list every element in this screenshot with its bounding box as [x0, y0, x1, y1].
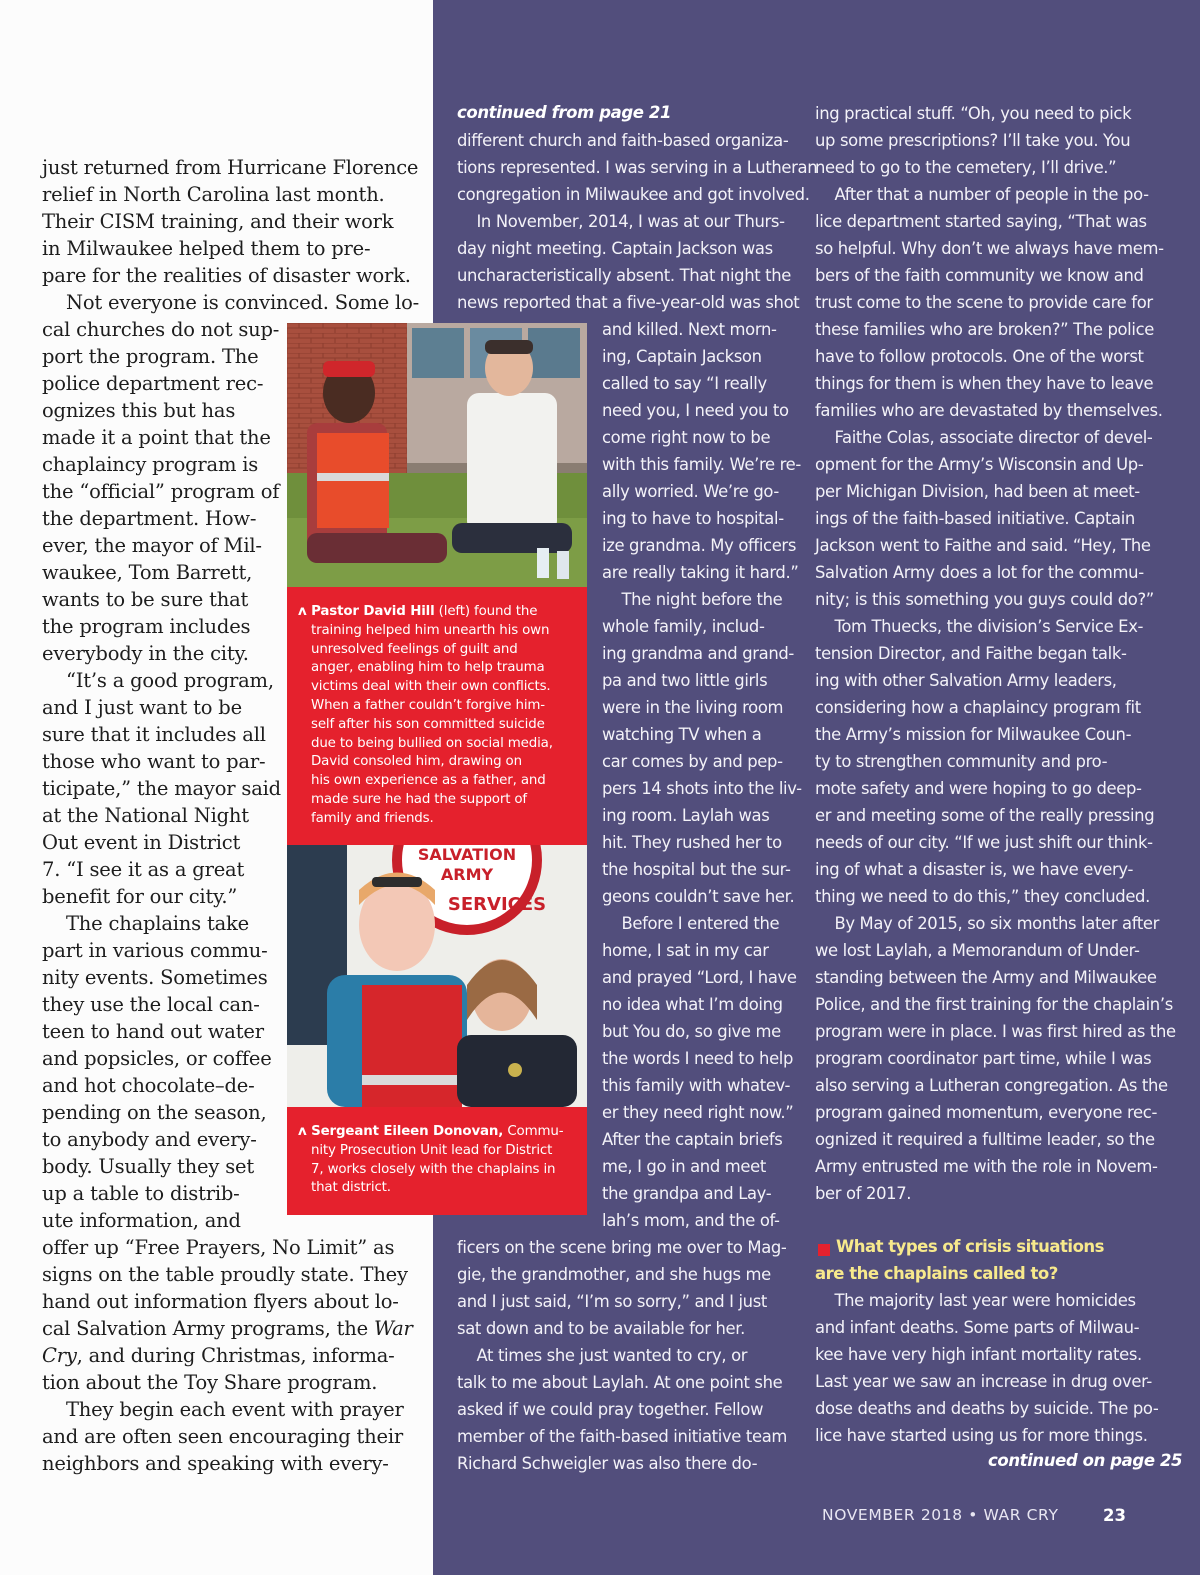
left-column-line: signs on the table proudly state. They: [42, 1263, 408, 1286]
middle-column-line: In November, 2014, I was at our Thurs-: [457, 212, 785, 231]
middle-column-line: whole family, includ-: [602, 617, 765, 636]
left-column-line: tion about the Toy Share program.: [42, 1371, 378, 1394]
left-column-line: 7. “I see it as a great: [42, 858, 245, 881]
right-column-line: By May of 2015, so six months later after: [815, 914, 1160, 933]
middle-column-line: watching TV when a: [602, 725, 762, 744]
middle-column-line: home, I sat in my car: [602, 941, 769, 960]
caption-line-text: Commu-: [503, 1124, 564, 1139]
answer-line: lice have started using us for more things.: [815, 1426, 1148, 1445]
right-column-line: tension Director, and Faithe began talk-: [815, 644, 1127, 663]
right-column-line: also serving a Lutheran congregation. As the: [815, 1076, 1168, 1095]
right-column-line: ognized it required a fulltime leader, so the: [815, 1130, 1155, 1149]
left-column-line: “It’s a good program,: [42, 669, 274, 692]
middle-column-line: The night before the: [602, 590, 783, 609]
caret-up-icon: ʌ: [298, 604, 312, 619]
left-column-line: pending on the season,: [42, 1101, 267, 1124]
left-column-line: those who want to par-: [42, 750, 266, 773]
right-column-line: program were in place. I was first hired as the: [815, 1022, 1176, 1041]
answer-line: The majority last year were homicides: [815, 1291, 1136, 1310]
middle-column-line: At times she just wanted to cry, or: [457, 1346, 748, 1365]
middle-column-line: talk to me about Laylah. At one point she: [457, 1373, 783, 1392]
footer-issue-label: NOVEMBER 2018 • WAR CRY: [822, 1506, 1059, 1524]
middle-column-line: hit. They rushed her to: [602, 833, 782, 852]
middle-column-line: but You do, so give me: [602, 1022, 781, 1041]
middle-column-line: the hospital but the sur-: [602, 860, 791, 879]
middle-column-line: and killed. Next morn-: [602, 320, 777, 339]
left-column-line: they use the local can-: [42, 993, 260, 1016]
right-column-line: Salvation Army does a lot for the commu-: [815, 563, 1144, 582]
middle-column-line: Before I entered the: [602, 914, 780, 933]
middle-column-line: ing room. Laylah was: [602, 806, 770, 825]
left-column-line: hand out information flyers about lo-: [42, 1290, 399, 1313]
middle-column-line: with this family. We’re re-: [602, 455, 801, 474]
left-column-line: ever, the mayor of Mil-: [42, 534, 262, 557]
middle-column-line: car comes by and pep-: [602, 752, 783, 771]
left-column-line: everybody in the city.: [42, 642, 249, 665]
sign-text-services: SERVICES: [447, 894, 547, 915]
question-heading-line2: are the chaplains called to?: [815, 1264, 1058, 1283]
middle-column-line: lah’s mom, and the of-: [602, 1211, 780, 1230]
right-column-line: program coordinator part time, while I was: [815, 1049, 1152, 1068]
left-column-line: the department. How-: [42, 507, 257, 530]
photo-pastor-david-hill: [287, 323, 587, 587]
left-column-line: and I just want to be: [42, 696, 242, 719]
caption-line: training helped him unearth his own: [311, 622, 550, 638]
left-column-line: teen to hand out water: [42, 1020, 264, 1043]
right-column-line: things for them is when they have to leave: [815, 374, 1154, 393]
caption-line: 7, works closely with the chaplains in: [311, 1161, 556, 1177]
right-column-line: Jackson went to Faithe and said. “Hey, The: [815, 536, 1151, 555]
caption-line: [298, 1123, 563, 1142]
caption-line: unresolved feelings of guilt and: [311, 641, 518, 657]
left-column-line: in Milwaukee helped them to pre-: [42, 237, 371, 260]
caption-line: made sure he had the support of: [311, 792, 528, 807]
left-column-line: at the National Night: [42, 804, 249, 827]
left-column-line: neighbors and speaking with every-: [42, 1452, 389, 1475]
left-column-line: and are often seen encouraging their: [42, 1425, 404, 1448]
right-column-line: so helpful. Why don’t we always have mem-: [815, 239, 1164, 258]
left-column-line: cal churches do not sup-: [42, 318, 280, 341]
right-column-line: opment for the Army’s Wisconsin and Up-: [815, 455, 1144, 474]
caption-box-1: [287, 587, 587, 845]
sign-text-army: ARMY: [440, 865, 494, 884]
middle-column-line: and I just said, “I’m so sorry,” and I just: [457, 1292, 767, 1311]
middle-column-line: congregation in Milwaukee and got involved.: [457, 185, 810, 204]
left-column-line: just returned from Hurricane Florence: [42, 156, 419, 179]
right-column-line: have to follow protocols. One of the worst: [815, 347, 1144, 366]
left-column-line: the program includes: [42, 615, 251, 638]
right-column-line: we lost Laylah, a Memorandum of Under-: [815, 941, 1140, 960]
middle-column-line: ing, Captain Jackson: [602, 347, 762, 366]
left-column-line: to anybody and every-: [42, 1128, 257, 1151]
right-column-line: program gained momentum, everyone rec-: [815, 1103, 1158, 1122]
sign-text-salvation: SALVATION: [417, 845, 517, 864]
caption-line: due to being bullied on social media,: [311, 735, 553, 751]
right-column-line: considering how a chaplaincy program fit: [815, 698, 1141, 717]
caption-line: family and friends.: [311, 810, 434, 826]
answer-line: dose deaths and deaths by suicide. The po-: [815, 1399, 1159, 1418]
caption-line: David consoled him, drawing on: [311, 754, 522, 770]
middle-column-line: tions represented. I was serving in a Lutheran: [457, 158, 818, 177]
middle-column-line: uncharacteristically absent. That night the: [457, 266, 792, 285]
right-column-line: ings of the faith-based initiative. Captain: [815, 509, 1135, 528]
photo-sergeant-eileen-donovan: [287, 845, 587, 1107]
caption-line-text: (left) found the: [434, 604, 538, 619]
right-column-line: ty to strengthen community and pro-: [815, 752, 1108, 771]
right-column-line: ing of what a disaster is, we have every-: [815, 860, 1134, 879]
answer-line: Last year we saw an increase in drug over-: [815, 1372, 1152, 1391]
left-column-line: police department rec-: [42, 372, 264, 395]
left-column-line: up a table to distrib-: [42, 1182, 240, 1205]
left-column-line: port the program. The: [42, 345, 259, 368]
right-column-line: needs of our city. “If we just shift our think-: [815, 833, 1153, 852]
middle-column-line: ize grandma. My officers: [602, 536, 797, 555]
left-column-line: cal Salvation Army programs, the War: [42, 1317, 413, 1340]
middle-column-line: news reported that a five-year-old was shot: [457, 293, 800, 312]
left-column-line: part in various commu-: [42, 939, 268, 962]
middle-column-line: ficers on the scene bring me over to Mag-: [457, 1238, 787, 1257]
caption-name: Pastor David Hill: [311, 604, 435, 619]
middle-column-line: need you, I need you to: [602, 401, 789, 420]
left-column-line: pare for the realities of disaster work.: [42, 264, 411, 287]
right-column-line: per Michigan Division, had been at meet-: [815, 482, 1140, 501]
middle-column-line: and prayed “Lord, I have: [602, 968, 797, 987]
right-column-line: bers of the faith community we know and: [815, 266, 1144, 285]
left-column-line: The chaplains take: [42, 912, 249, 935]
continued-on-label: continued on page 25: [988, 1451, 1183, 1470]
left-column-line: Their CISM training, and their work: [42, 210, 394, 233]
left-column-line: Out event in District: [42, 831, 241, 854]
left-column-line: relief in North Carolina last month.: [42, 183, 385, 206]
left-column-line: sure that it includes all: [42, 723, 266, 746]
middle-column-line: pa and two little girls: [602, 671, 768, 690]
middle-column-line: pers 14 shots into the liv-: [602, 779, 802, 798]
left-column-line: and hot chocolate–de-: [42, 1074, 255, 1097]
middle-column-line: the words I need to help: [602, 1049, 794, 1068]
left-column-line: ognizes this but has: [42, 399, 236, 422]
right-column-line: ing with other Salvation Army leaders,: [815, 671, 1117, 690]
caption-line: When a father couldn’t forgive him-: [311, 698, 545, 713]
left-column-line: and popsicles, or coffee: [42, 1047, 272, 1070]
left-column-line: waukee, Tom Barrett,: [42, 561, 253, 584]
middle-column-line: were in the living room: [602, 698, 784, 717]
right-column-line: families who are devastated by themselves.: [815, 401, 1163, 420]
middle-column-line: asked if we could pray together. Fellow: [457, 1400, 764, 1419]
left-column-line: made it a point that the: [42, 426, 271, 449]
right-column-line: need to go to the cemetery, I’ll drive.”: [815, 158, 1117, 177]
caption-line: self after his son committed suicide: [311, 716, 545, 732]
right-column-line: these families who are broken?” The police: [815, 320, 1154, 339]
middle-column-line: no idea what I’m doing: [602, 995, 783, 1014]
right-column-line: nity; is this something you guys could do?”: [815, 590, 1154, 609]
right-column-line: up some prescriptions? I’ll take you. You: [815, 131, 1131, 150]
right-column-line: Tom Thuecks, the division’s Service Ex-: [815, 617, 1144, 636]
left-column-line: offer up “Free Prayers, No Limit” as: [42, 1236, 395, 1259]
left-column-line: Not everyone is convinced. Some lo-: [42, 291, 420, 314]
caption-line: victims deal with their own conflicts.: [311, 679, 551, 695]
caret-up-icon: ʌ: [298, 1124, 312, 1139]
middle-column-line: ally worried. We’re go-: [602, 482, 779, 501]
left-column-line: ticipate,” the mayor said: [42, 777, 281, 800]
caption-line: nity Prosecution Unit lead for District: [311, 1142, 553, 1158]
middle-column-line: member of the faith-based initiative team: [457, 1427, 788, 1446]
middle-column-line: the grandpa and Lay-: [602, 1184, 772, 1203]
right-column-line: thing we need to do this,” they concluded.: [815, 887, 1150, 906]
page-number: 23: [1103, 1506, 1126, 1525]
caption-name: Sergeant Eileen Donovan,: [311, 1124, 504, 1139]
left-column-line: body. Usually they set: [42, 1155, 254, 1178]
middle-column-line: day night meeting. Captain Jackson was: [457, 239, 773, 258]
left-column-line: wants to be sure that: [42, 588, 249, 611]
continued-from-label: continued from page 21: [457, 103, 672, 122]
middle-column-line: this family with whatev-: [602, 1076, 791, 1095]
middle-column-line: called to say “I really: [602, 374, 767, 393]
middle-column-line: ing grandma and grand-: [602, 644, 794, 663]
middle-column-line: come right now to be: [602, 428, 771, 447]
answer-line: and infant deaths. Some parts of Milwau-: [815, 1318, 1140, 1337]
left-column-line: chaplaincy program is: [42, 453, 259, 476]
left-column-line: nity events. Sometimes: [42, 966, 268, 989]
right-column-line: mote safety and were hoping to go deep-: [815, 779, 1142, 798]
left-column-line: They begin each event with prayer: [42, 1398, 404, 1421]
right-column-line: After that a number of people in the po-: [815, 185, 1149, 204]
middle-column-line: me, I go in and meet: [602, 1157, 766, 1176]
left-column-line: ute information, and: [42, 1209, 241, 1232]
right-column-line: Faithe Colas, associate director of devel-: [815, 428, 1153, 447]
middle-column-line: different church and faith-based organiza-: [457, 131, 789, 150]
question-marker-icon: [818, 1244, 830, 1256]
question-heading-line1: What types of crisis situations: [836, 1237, 1104, 1256]
caption-line: anger, enabling him to help trauma: [311, 660, 545, 676]
answer-line: kee have very high infant mortality rates.: [815, 1345, 1142, 1364]
caption-line: his own experience as a father, and: [311, 773, 546, 789]
photo-2-illustration: [287, 845, 587, 1107]
middle-column-line: er they need right now.”: [602, 1103, 794, 1122]
middle-column-line: geons couldn’t save her.: [602, 887, 795, 906]
right-column-line: the Army’s mission for Milwaukee Coun-: [815, 725, 1132, 744]
photo-1-illustration: [287, 323, 587, 587]
middle-column-line: sat down and to be available for her.: [457, 1319, 745, 1338]
right-column-line: trust come to the scene to provide care for: [815, 293, 1153, 312]
right-column-line: ing practical stuff. “Oh, you need to pick: [815, 104, 1132, 123]
caption-box-2: [287, 1107, 587, 1215]
right-column-line: Police, and the first training for the chaplain’s: [815, 995, 1173, 1014]
middle-column-line: After the captain briefs: [602, 1130, 783, 1149]
middle-column-line: gie, the grandmother, and she hugs me: [457, 1265, 771, 1284]
right-column-line: er and meeting some of the really pressing: [815, 806, 1155, 825]
right-column-line: Army entrusted me with the role in Novem-: [815, 1157, 1158, 1176]
right-column-line: ber of 2017.: [815, 1184, 912, 1203]
caption-line: that district.: [311, 1180, 391, 1196]
right-column-line: lice department started saying, “That was: [815, 212, 1147, 231]
middle-column-line: Richard Schweigler was also there do-: [457, 1454, 758, 1473]
middle-column-line: ing to have to hospital-: [602, 509, 784, 528]
left-column-line: Cry, and during Christmas, informa-: [42, 1344, 395, 1367]
left-column-line: benefit for our city.”: [42, 885, 238, 908]
left-column-line: the “official” program of: [42, 480, 280, 503]
right-column-line: standing between the Army and Milwaukee: [815, 968, 1157, 987]
middle-column-line: are really taking it hard.”: [602, 563, 799, 582]
caption-line: [298, 603, 537, 622]
